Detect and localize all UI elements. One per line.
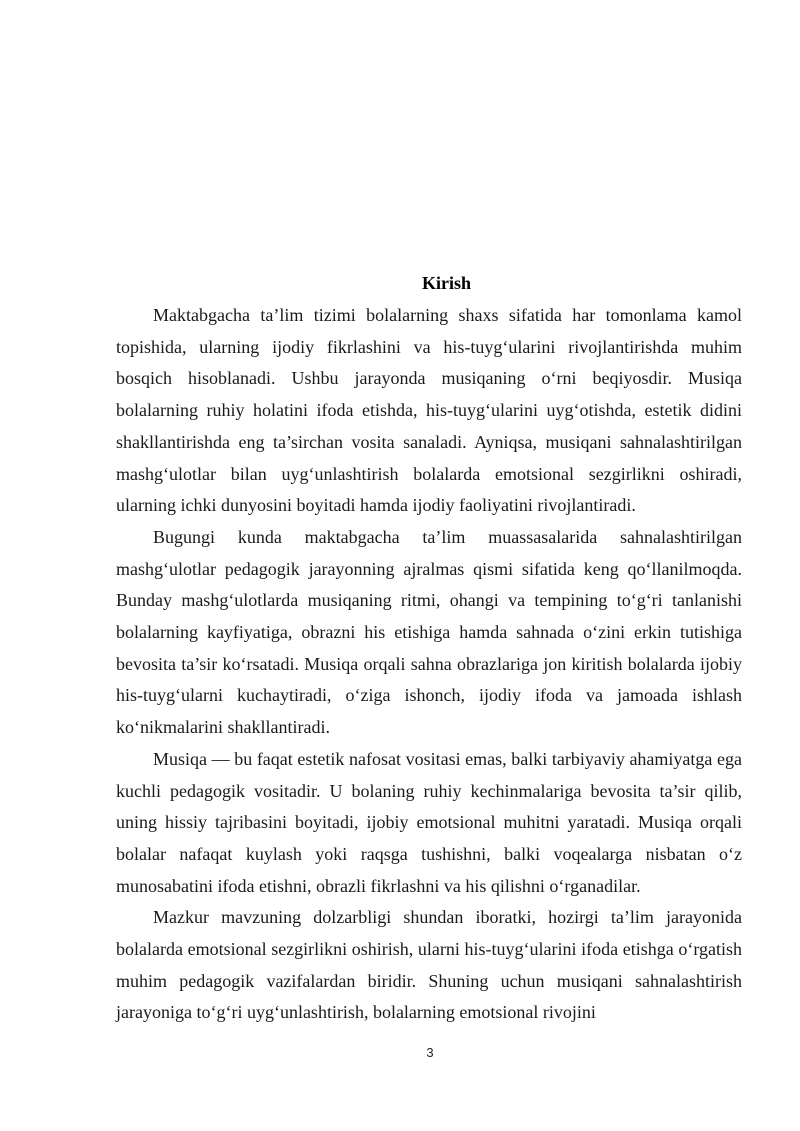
paragraph-1: Maktabgacha ta’lim tizimi bolalarning shaxs sifatida har tomonlama kamol topishida, ularning ijodiy fikrlashini va his-tuyg‘ularini rivojlantirishda muhim bosqich hisoblanadi. Ushbu jarayonda musiqaning o‘rni beqiyosdir. Musiqa bolalarning ruhiy holatini ifoda etishda, his-tuyg‘ularini uyg‘otishda, estetik didini shakllantirishda eng ta’sirchan vosita sanaladi. Ayniqsa, musiqani sahnalashtirilgan mashg‘ulotlar bilan uyg‘unlashtirish bolalarda emotsional sezgirlikni oshiradi, ularning ichki dunyosini boyitadi hamda ijodiy faoliyatini rivojlantiradi. <box>116 305 742 516</box>
paragraph-3: Musiqa — bu faqat estetik nafosat vositasi emas, balki tarbiyaviy ahamiyatga ega kuchli pedagogik vositadir. U bolaning ruhiy kechinmalariga bevosita ta’sir qilib, uning hissiy tajribasini boyitadi, ijobiy emotsional muhitni yaratadi. Musiqa orqali bolalar nafaqat kuylash yoki raqsga tushishni, balki voqealarga nisbatan o‘z munosabatini ifoda etishni, obrazli fikrlashni va his qilishni o‘rganadilar. <box>116 748 742 896</box>
page-number: 3 <box>426 1045 434 1060</box>
paragraph-4: Mazkur mavzuning dolzarbligi shundan iboratki, hozirgi ta’lim jarayonida bolalarda emotsional sezgirlikni oshirish, ularni his-tuyg‘ularini ifoda etishga o‘rgatish muhim pedagogik vazifalardan biridir. Shuning uchun musiqani sahnalashtirish jarayoniga to‘g‘ri uyg‘unlashtirish, bolalarning emotsional rivojini <box>116 907 742 1023</box>
body-text <box>116 300 742 1029</box>
paragraph-2: Bugungi kunda maktabgacha ta’lim muassasalarida sahnalashtirilgan mashg‘ulotlar pedagogik jarayonning ajralmas qismi sifatida keng qo‘llanilmoqda. Bunday mashg‘ulotlarda musiqaning ritmi, ohangi va tempining to‘g‘ri tanlanishi bolalarning kayfiyatiga, obrazni his etishiga hamda sahnada o‘zini erkin tutishiga bevosita ta’sir ko‘rsatadi. Musiqa orqali sahna obrazlariga jon kiritish bolalarda ijobiy his-tuyg‘ularni kuchaytiradi, o‘ziga ishonch, ijodiy ifoda va jamoada ishlash ko‘nikmalarini shakllantiradi. <box>116 526 742 738</box>
section-heading: Kirish <box>421 273 471 293</box>
